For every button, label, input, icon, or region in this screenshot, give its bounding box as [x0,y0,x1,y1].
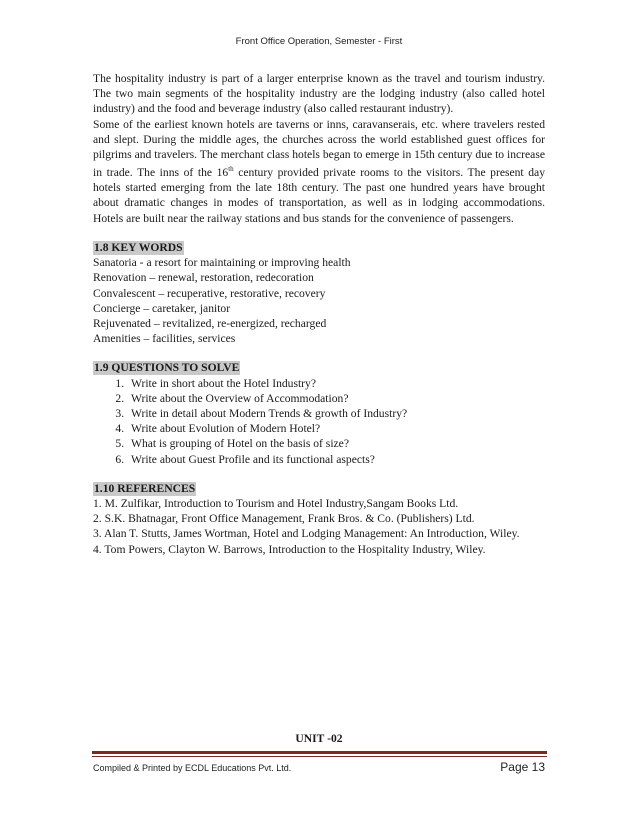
superscript-th: th [228,165,234,174]
key-word-item: Renovation – renewal, restoration, redecoration [93,271,314,285]
question-item: 6. Write about Guest Profile and its functional aspects? [127,452,545,467]
key-words-heading: 1.8 KEY WORDS [94,240,183,254]
key-words-section [93,240,545,346]
key-word-item: Amenities – facilities, services [93,332,236,346]
question-item: 4. Write about Evolution of Modern Hotel? [127,421,545,436]
questions-heading: 1.9 QUESTIONS TO SOLVE [94,361,240,375]
footer-credit: Compiled & Printed by ECDL Educations Pvt. Ltd. [93,763,292,773]
intro-paragraph-2 [93,117,545,226]
questions-section [93,360,545,466]
references-heading: 1.10 REFERENCES [94,481,196,495]
reference-item: 4. Tom Powers, Clayton W. Barrows, Introduction to the Hospitality Industry, Wiley. [93,542,486,556]
running-header: Front Office Operation, Semester - First [235,36,403,47]
reference-item: 3. Alan T. Stutts, James Wortman, Hotel and Lodging Management: An Introduction, Wiley. [93,527,520,541]
intro-paragraph-2-part-b: century provided private rooms to the visitors. The present day hotels started emerging from the late 18th century. The past one hundred years have brought about dramatic changes in modes of transportation, as well as in lodging accommodations. Hotels are built near the railway stations and bus stands for the convenience of passengers. [93,166,545,225]
question-item: 5. What is grouping of Hotel on the basis of size? [127,436,545,451]
intro-paragraph-2-part-a: Some of the earliest known hotels are taverns or inns, caravanserais, etc. where travelers rested and slept. During the middle ages, the churches across the world established guest offices for pilgrims and travelers. The merchant class hotels began to emerge in 15th century due to increase in trade. The inns of the 16 [93,117,545,180]
footer-rule-thick [92,751,547,754]
page-number: Page 13 [500,760,545,774]
key-word-item: Sanatoria - a resort for maintaining or improving health [93,256,351,270]
question-item: 3. Write in detail about Modern Trends & growth of Industry? [127,406,545,421]
questions-list [93,376,545,467]
references-section [93,481,545,557]
key-word-item: Rejuvenated – revitalized, re-energized, recharged [93,316,327,330]
question-item: 1. Write in short about the Hotel Industry? [127,376,545,391]
footer-rule-thin [92,756,547,757]
unit-title: UNIT -02 [295,732,343,745]
key-word-item: Concierge – caretaker, janitor [93,301,231,315]
reference-item: 2. S.K. Bhatnagar, Front Office Management, Frank Bros. & Co. (Publishers) Ltd. [93,512,475,526]
intro-paragraph-1: The hospitality industry is part of a larger enterprise known as the travel and tourism industry. The two main segments of the hospitality industry are the lodging industry (also called hotel industry) and the food and beverage industry (also called restaurant industry). [93,72,545,116]
key-word-item: Convalescent – recuperative, restorative, recovery [93,286,326,300]
question-item: 2. Write about the Overview of Accommodation? [127,391,545,406]
page-body [93,71,545,557]
reference-item: 1. M. Zulfikar, Introduction to Tourism and Hotel Industry,Sangam Books Ltd. [93,496,459,510]
